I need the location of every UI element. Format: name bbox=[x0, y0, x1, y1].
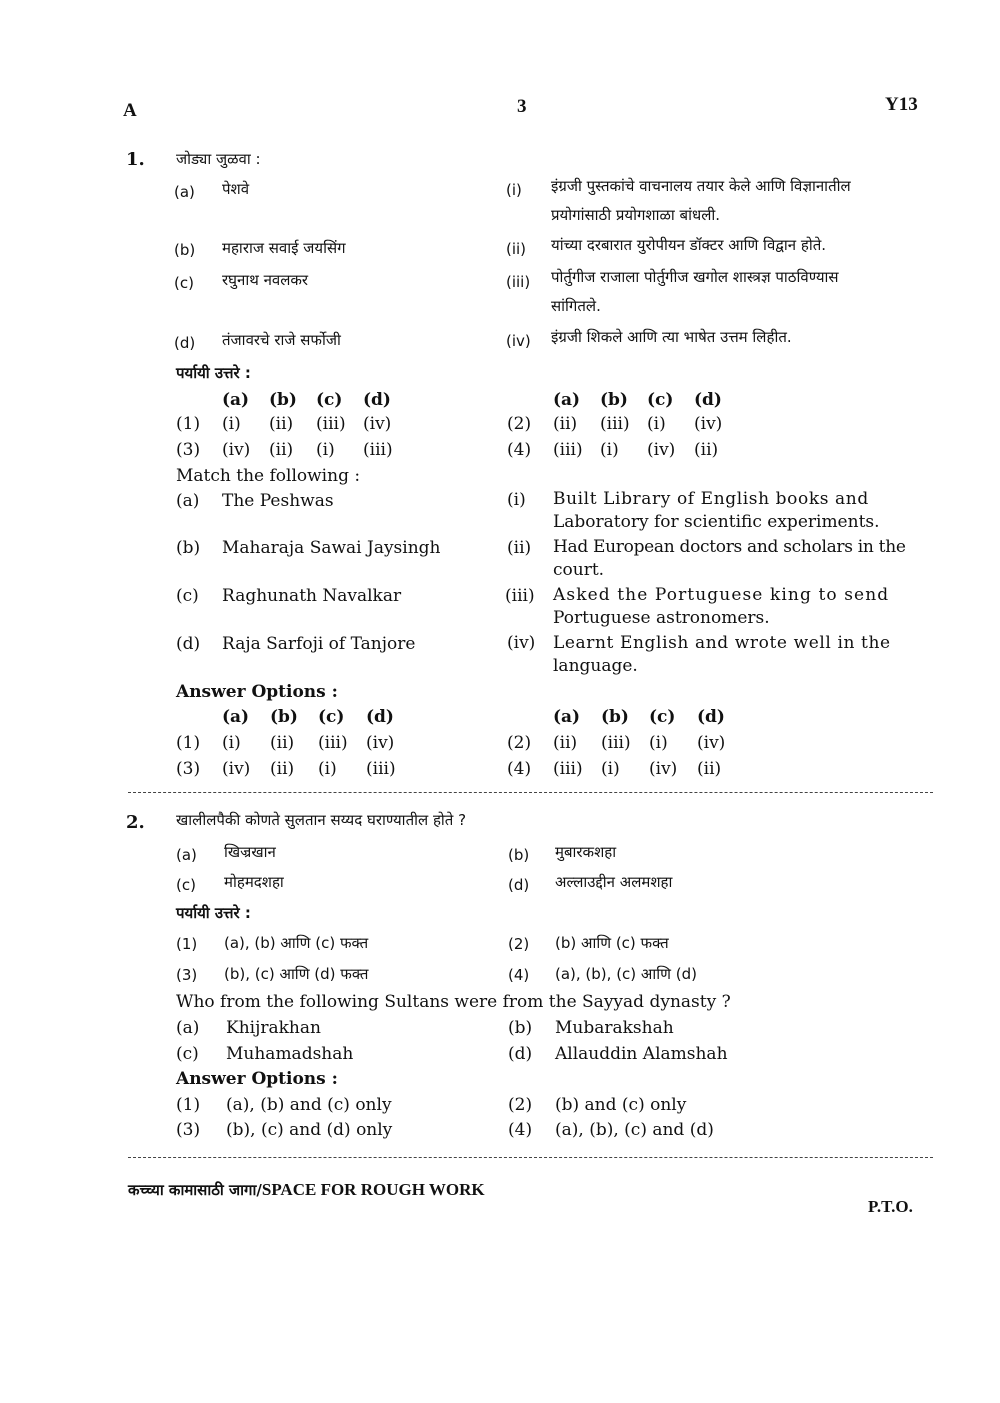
options-label: पर्यायी उत्तरे : bbox=[176, 364, 251, 382]
option-value: (iii) bbox=[363, 440, 393, 460]
choice-text: मोहमदशहा bbox=[224, 873, 284, 891]
option-text: (b), (c) and (d) only bbox=[226, 1120, 393, 1140]
item-key: (i) bbox=[506, 181, 522, 199]
option-value: (iv) bbox=[366, 733, 395, 753]
choice-key: (a) bbox=[176, 846, 197, 864]
item-text: The Peshwas bbox=[222, 491, 334, 511]
choice-key: (b) bbox=[508, 1018, 533, 1038]
item-text: महाराज सवाई जयसिंग bbox=[222, 239, 346, 257]
question-text: खालीलपैकी कोणते सुलतान सय्यद घराण्यातील होते ? bbox=[176, 811, 467, 829]
item-key: (a) bbox=[176, 491, 200, 511]
option-value: (i) bbox=[222, 414, 241, 434]
option-value: (iii) bbox=[316, 414, 346, 434]
item-text: Maharaja Sawai Jaysingh bbox=[222, 538, 441, 558]
col-header: (a) bbox=[222, 390, 250, 410]
choice-key: (d) bbox=[508, 1044, 533, 1064]
question-number: 2. bbox=[126, 812, 145, 833]
item-key: (iv) bbox=[507, 633, 536, 653]
item-text: Had European doctors and scholars in the bbox=[553, 537, 906, 557]
paper-code: Y13 bbox=[885, 94, 918, 115]
item-key: (d) bbox=[176, 634, 201, 654]
question-number: 1. bbox=[126, 149, 145, 170]
option-value: (ii) bbox=[694, 440, 719, 460]
option-value: (iv) bbox=[649, 759, 678, 779]
col-header: (b) bbox=[601, 707, 629, 727]
option-value: (i) bbox=[649, 733, 668, 753]
option-number: (3) bbox=[176, 1120, 201, 1140]
option-text: (b) आणि (c) फक्त bbox=[555, 934, 669, 952]
choice-key: (b) bbox=[508, 846, 530, 864]
choice-key: (a) bbox=[176, 1018, 200, 1038]
option-text: (a), (b) and (c) only bbox=[226, 1095, 392, 1115]
item-text: इंग्रजी शिकले आणि त्या भाषेत उत्तम लिहीत. bbox=[551, 328, 792, 346]
choice-key: (c) bbox=[176, 876, 196, 894]
item-text: Raghunath Navalkar bbox=[222, 586, 402, 606]
option-value: (iv) bbox=[694, 414, 723, 434]
option-value: (i) bbox=[647, 414, 666, 434]
item-key: (i) bbox=[507, 490, 526, 510]
item-key: (iv) bbox=[506, 332, 531, 350]
options-label: Answer Options : bbox=[176, 682, 338, 702]
col-header: (c) bbox=[649, 707, 676, 727]
choice-text: मुबारकशहा bbox=[555, 843, 617, 861]
rough-work-label bbox=[128, 1180, 485, 1200]
option-value: (iv) bbox=[697, 733, 726, 753]
option-value: (iv) bbox=[222, 440, 251, 460]
instruction: Match the following : bbox=[176, 466, 361, 486]
col-header: (d) bbox=[363, 390, 391, 410]
option-number: (3) bbox=[176, 966, 198, 984]
option-value: (iii) bbox=[600, 414, 630, 434]
option-text: (a), (b) आणि (c) फक्त bbox=[224, 934, 369, 952]
option-text: (b) and (c) only bbox=[555, 1095, 687, 1115]
item-text: यांच्या दरबारात युरोपीयन डॉक्टर आणि विद्वान होते. bbox=[551, 236, 827, 254]
option-value: (ii) bbox=[697, 759, 722, 779]
item-text: तंजावरचे राजे सर्फोजी bbox=[222, 331, 341, 349]
option-value: (i) bbox=[222, 733, 241, 753]
rough-work-label-mr: कच्च्या कामासाठी जागा/ bbox=[128, 1181, 262, 1199]
item-text: Asked the Portuguese king to send bbox=[553, 585, 890, 605]
item-text: इंग्रजी पुस्तकांचे वाचनालय तयार केले आणि विज्ञानातील bbox=[551, 177, 851, 195]
item-key: (iii) bbox=[505, 586, 535, 606]
option-value: (iii) bbox=[553, 440, 583, 460]
item-key: (ii) bbox=[506, 240, 527, 258]
item-text: language. bbox=[553, 656, 638, 676]
item-text: पोर्तुगीज राजाला पोर्तुगीज खगोल शास्त्रज्ञ पाठविण्यास bbox=[551, 268, 839, 286]
option-value: (ii) bbox=[553, 414, 578, 434]
item-key: (b) bbox=[176, 538, 201, 558]
option-value: (i) bbox=[316, 440, 335, 460]
col-header: (b) bbox=[269, 390, 297, 410]
item-text: Laboratory for scientific experiments. bbox=[553, 512, 880, 532]
option-number: (4) bbox=[507, 440, 532, 460]
option-value: (ii) bbox=[270, 733, 295, 753]
choice-text: Mubarakshah bbox=[555, 1018, 674, 1038]
option-value: (i) bbox=[318, 759, 337, 779]
option-value: (ii) bbox=[553, 733, 578, 753]
item-text: पेशवे bbox=[222, 180, 250, 198]
option-number: (4) bbox=[508, 1120, 533, 1140]
item-key: (iii) bbox=[506, 273, 531, 291]
item-text: सांगितले. bbox=[551, 297, 601, 315]
option-number: (2) bbox=[507, 733, 532, 753]
option-value: (iii) bbox=[318, 733, 348, 753]
option-text: (a), (b), (c) आणि (d) bbox=[555, 965, 697, 983]
option-text: (b), (c) आणि (d) फक्त bbox=[224, 965, 369, 983]
option-number: (3) bbox=[176, 759, 201, 779]
option-value: (iii) bbox=[601, 733, 631, 753]
option-number: (2) bbox=[508, 935, 530, 953]
option-value: (i) bbox=[600, 440, 619, 460]
choice-key: (c) bbox=[176, 1044, 199, 1064]
col-header: (c) bbox=[318, 707, 345, 727]
col-header: (b) bbox=[600, 390, 628, 410]
option-number: (2) bbox=[507, 414, 532, 434]
option-number: (4) bbox=[507, 759, 532, 779]
instruction: जोड्या जुळवा : bbox=[176, 150, 261, 168]
choice-text: Khijrakhan bbox=[226, 1018, 321, 1038]
item-text: Portuguese astronomers. bbox=[553, 608, 770, 628]
col-header: (a) bbox=[553, 390, 581, 410]
option-value: (iii) bbox=[366, 759, 396, 779]
option-value: (ii) bbox=[269, 440, 294, 460]
item-text: Raja Sarfoji of Tanjore bbox=[222, 634, 416, 654]
choice-key: (d) bbox=[508, 876, 530, 894]
col-header: (a) bbox=[553, 707, 581, 727]
choice-text: Allauddin Alamshah bbox=[555, 1044, 728, 1064]
option-number: (4) bbox=[508, 966, 530, 984]
option-value: (iv) bbox=[222, 759, 251, 779]
option-value: (i) bbox=[601, 759, 620, 779]
option-value: (iv) bbox=[363, 414, 392, 434]
question-divider bbox=[128, 792, 933, 793]
item-key: (d) bbox=[174, 334, 196, 352]
option-number: (1) bbox=[176, 1095, 201, 1115]
page-turn-note: P.T.O. bbox=[868, 1197, 913, 1216]
item-text: Learnt English and wrote well in the bbox=[553, 633, 891, 653]
item-key: (c) bbox=[174, 274, 194, 292]
rough-work-label-en: SPACE FOR ROUGH WORK bbox=[261, 1180, 485, 1199]
col-header: (c) bbox=[647, 390, 674, 410]
item-text: प्रयोगांसाठी प्रयोगशाळा बांधली. bbox=[551, 206, 721, 224]
option-number: (2) bbox=[508, 1095, 533, 1115]
choice-text: Muhamadshah bbox=[226, 1044, 354, 1064]
item-key: (c) bbox=[176, 586, 199, 606]
item-key: (a) bbox=[174, 183, 195, 201]
item-text: Built Library of English books and bbox=[553, 489, 869, 509]
option-number: (1) bbox=[176, 935, 198, 953]
option-number: (3) bbox=[176, 440, 201, 460]
option-value: (ii) bbox=[269, 414, 294, 434]
item-key: (b) bbox=[174, 241, 196, 259]
col-header: (d) bbox=[694, 390, 722, 410]
col-header: (b) bbox=[270, 707, 298, 727]
option-value: (iii) bbox=[553, 759, 583, 779]
page-number: 3 bbox=[517, 96, 527, 117]
option-number: (1) bbox=[176, 414, 201, 434]
col-header: (a) bbox=[222, 707, 250, 727]
option-number: (1) bbox=[176, 733, 201, 753]
options-label: Answer Options : bbox=[176, 1069, 338, 1089]
option-text: (a), (b), (c) and (d) bbox=[555, 1120, 714, 1140]
col-header: (c) bbox=[316, 390, 343, 410]
col-header: (d) bbox=[697, 707, 725, 727]
options-label: पर्यायी उत्तरे : bbox=[176, 904, 251, 922]
item-key: (ii) bbox=[507, 538, 532, 558]
item-text: रघुनाथ नवलकर bbox=[222, 271, 309, 289]
option-value: (ii) bbox=[270, 759, 295, 779]
section-divider bbox=[128, 1157, 933, 1158]
col-header: (d) bbox=[366, 707, 394, 727]
choice-text: खिज्रखान bbox=[224, 843, 276, 861]
form-code: A bbox=[123, 100, 137, 121]
question-text: Who from the following Sultans were from the Sayyad dynasty ? bbox=[176, 992, 731, 1012]
option-value: (iv) bbox=[647, 440, 676, 460]
choice-text: अल्लाउद्दीन अलमशहा bbox=[555, 873, 673, 891]
item-text: court. bbox=[553, 560, 605, 580]
